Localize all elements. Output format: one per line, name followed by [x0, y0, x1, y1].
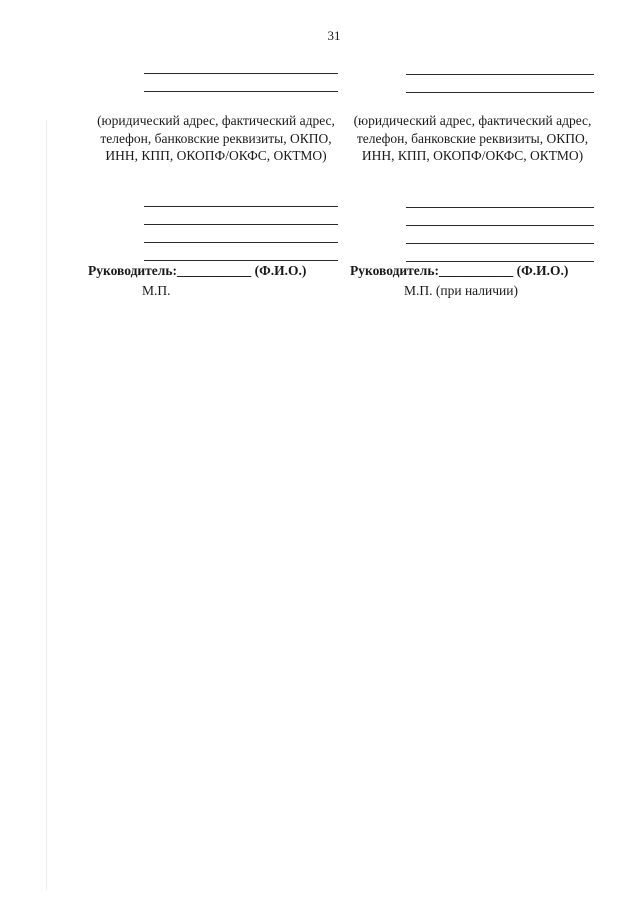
address-hint-text: (юридический адрес, фактический адрес, телефон, банковские реквизиты, ОКПО, ИНН, КПП, ОКОПФ/ОКФС, ОКТМО) — [97, 113, 335, 163]
stamp-note-left: М.П. — [142, 283, 171, 298]
fill-line — [406, 207, 594, 208]
fill-line — [144, 206, 338, 207]
address-hint-right — [350, 112, 595, 165]
scan-edge-shadow — [46, 120, 47, 890]
address-hint-text: (юридический адрес, фактический адрес, телефон, банковские реквизиты, ОКПО, ИНН, КПП, ОКОПФ/ОКФС, ОКТМО) — [353, 113, 592, 163]
page-number: 31 — [327, 28, 341, 43]
fill-line — [144, 260, 338, 261]
fill-line — [406, 243, 594, 244]
fill-line — [406, 261, 594, 262]
address-hint-left — [94, 112, 338, 165]
fill-line — [144, 242, 338, 243]
fill-line — [406, 92, 594, 93]
fill-line — [144, 224, 338, 225]
fill-line — [406, 74, 594, 75]
fill-line — [406, 225, 594, 226]
stamp-note-right: М.П. (при наличии) — [404, 283, 518, 298]
signer-line-right: Руководитель:___________ (Ф.И.О.) — [350, 263, 569, 278]
signer-line-left: Руководитель:___________ (Ф.И.О.) — [88, 263, 307, 278]
fill-line — [144, 91, 338, 92]
fill-line — [144, 73, 338, 74]
